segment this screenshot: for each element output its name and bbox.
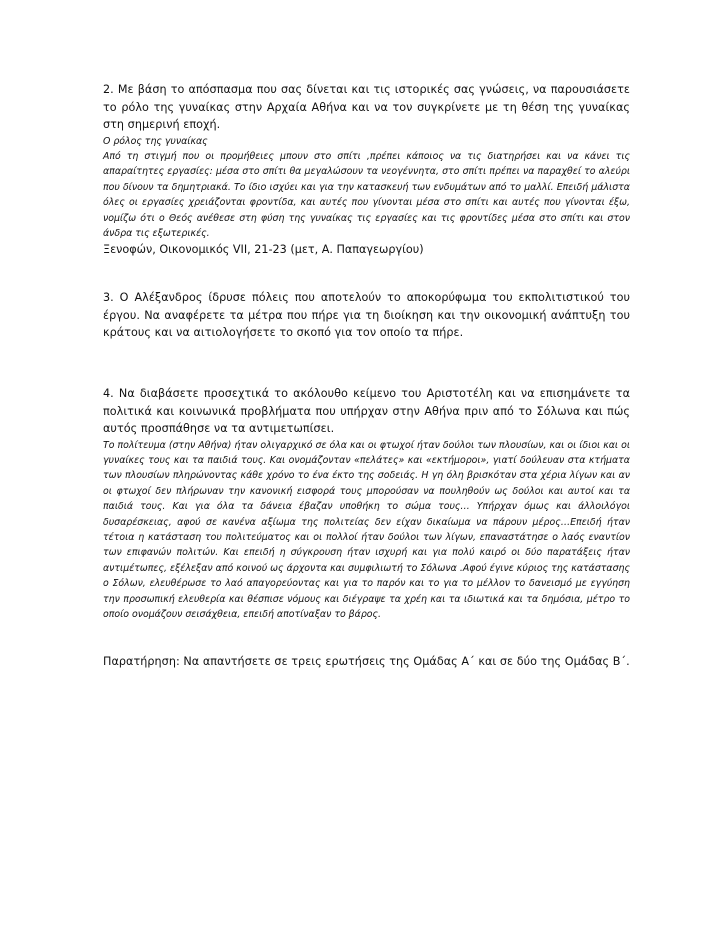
question-2-source: Ξενοφών, Οικονομικός VII, 21-23 (μετ, Α. Παπαγεωργίου) [103, 243, 424, 257]
question-3-text: 3. Ο Αλέξανδρος ίδρυσε πόλεις που αποτελούν το αποκορύφωμα του εκπολιτιστικού του έργου. Να αναφέρετε τα μέτρα που πήρε για τη διοίκηση και την οικονομική ανάπτυξη του κράτους και να αιτιολογήσετε το σκοπό για τον οποίο τα πήρε. [103, 291, 630, 339]
question-4-section [103, 385, 630, 622]
question-2-text: 2. Με βάση το απόσπασμα που σας δίνεται και τις ιστορικές σας γνώσεις, να παρουσιάσετε το ρόλο της γυναίκας στην Αρχαία Αθήνα και να τον συγκρίνετε με τη θέση της γυναίκας στη σημερινή εποχή. [103, 83, 630, 131]
question-4-text: 4. Να διαβάσετε προσεχτικά το ακόλουθο κείμενο του Αριστοτέλη και να επισημάνετε τα πολιτικά και κοινωνικά προβλήματα που υπήρχαν στην Αθήνα πριν από το Σόλωνα και πώς αυτός προσπάθησε να τα αντιμετωπίσει. [103, 387, 630, 435]
note-section [103, 653, 630, 671]
question-2-excerpt-title: Ο ρόλος της γυναίκας [103, 135, 208, 147]
question-2-excerpt: Από τη στιγμή που οι προμήθειες μπουν στο σπίτι ,πρέπει κάποιος να τις διατηρήσει και να κάνει τις απαραίτητες εργασίες: μέσα στο σπίτι θα μεγαλώσουν τα νεογέννητα, στο σπίτι πρέπει να παραχθεί το αλεύρι που δίνουν τα δημητριακά. Το ίδιο ισχύει και για την κατασκευή των ενδυμάτων από το μαλλί. Επειδή μάλιστα όλες οι εργασίες χρειάζονται φροντίδα, και αυτές που γίνονται μέσα στο σπίτι και αυτές που γίνονται έξω, νομίζω ότι ο Θεός ανέθεσε στη φύση της γυναίκας τις εργασίες και τις φροντίδες μέσα στο σπίτι και στον άνδρα τις εξωτερικές. [103, 150, 630, 239]
question-4-excerpt: Το πολίτευμα (στην Αθήνα) ήταν ολιγαρχικό σε όλα και οι φτωχοί ήταν δούλοι των πλουσίων, και οι ίδιοι και οι γυναίκες τους και τα παιδιά τους. Και ονομάζονταν «πελάτες» και «εκτήμοροι», γιατί δούλευαν στα κτήματα των πλουσίων πληρώνοντας κάθε χρόνο το ένα έκτο της σοδειάς. Η γη όλη βρισκόταν στα χέρια λίγων και αν οι φτωχοί δεν πλήρωναν την κανονική εισφορά τους μπορούσαν να πουληθούν ως δούλοι και αυτοί και τα παιδιά τους. Και για όλα τα δάνεια έβαζαν υποθήκη το σώμα τους… Υπήρχαν όμως και άλλοιλόγοι δυσαρέσκειας, αφού σε κανένα αξίωμα της πολιτείας δεν είχαν δικαίωμα να πάρουν μέρος…Επειδή ήταν τέτοια η κατάσταση του πολιτεύματος και οι πολλοί ήταν δούλοι των λίγων, επαναστάτησε ο λαός εναντίον των επιφανών πολιτών. Και επειδή η σύγκρουση ήταν ισχυρή και για πολύ καιρό οι δύο παρατάξεις ήταν αντιμέτωπες, εξέλεξαν από κοινού ως άρχοντα και συμφιλιωτή το Σόλωνα .Αφού έγινε κύριος της κατάστασης ο Σόλων, ελευθέρωσε το λαό απαγορεύοντας και για το παρόν και το για το μέλλον το δανεισμό με εγγύηση την προσωπική ελευθερία και θέσπισε νόμους και διέγραψε τα χρέη και τα ιδιωτικά και τα δημόσια, μέτρο το οποίο ονομάζουν σεισάχθεια, επειδή αποτίναξαν το βάρος. [103, 439, 630, 620]
question-3-section [103, 289, 630, 342]
note-text: Παρατήρηση: Να απαντήσετε σε τρεις ερωτήσεις της Ομάδας Α΄ και σε δύο της Ομάδας Β΄. [103, 655, 630, 668]
question-2-section [103, 81, 630, 259]
